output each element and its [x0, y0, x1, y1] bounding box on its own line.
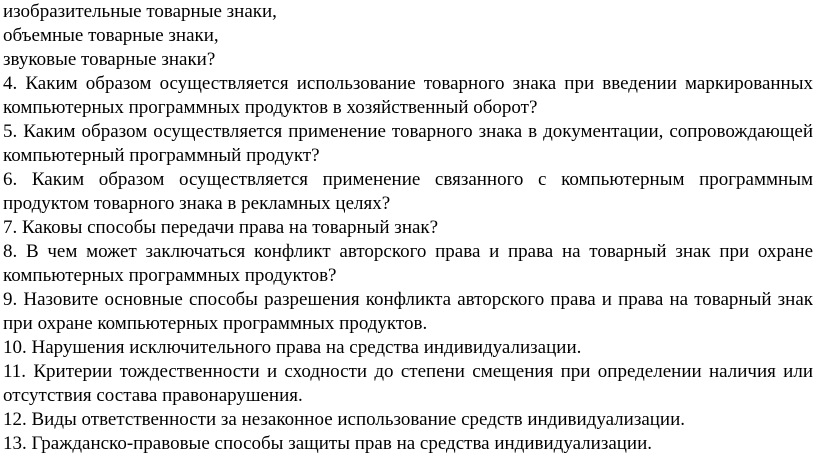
list-line-volumetric: объемные товарные знаки, [3, 25, 219, 46]
question-5: 5. Каким образом осуществляется применение товарного знака в документации, сопровождающей компьютерный программный продукт? [3, 121, 813, 166]
question-8: 8. В чем может заключаться конфликт авторского права и права на товарный знак при охране компьютерных программных продуктов? [3, 241, 813, 286]
question-4: 4. Каким образом осуществляется использование товарного знака при введении маркированных компьютерных программных продуктов в хозяйственный оборот? [3, 73, 813, 118]
question-10: 10. Нарушения исключительного права на средства индивидуализации. [3, 337, 582, 358]
question-11: 11. Критерии тождественности и сходности до степени смещения при определении наличия или отсутствия состава правонарушения. [3, 361, 813, 406]
list-line-figurative: изобразительные товарные знаки, [3, 1, 277, 22]
question-7: 7. Каковы способы передачи права на товарный знак? [3, 217, 439, 238]
question-6: 6. Каким образом осуществляется применение связанного с компьютерным программным продуктом товарного знака в рекламных целях? [3, 169, 813, 214]
question-9: 9. Назовите основные способы разрешения конфликта авторского права и права на товарный знак при охране компьютерных программных продуктов. [3, 289, 813, 334]
question-12: 12. Виды ответственности за незаконное использование средств индивидуализации. [3, 409, 686, 430]
list-line-sound: звуковые товарные знаки? [3, 49, 216, 70]
question-13: 13. Гражданско-правовые способы защиты прав на средства индивидуализации. [3, 433, 653, 454]
